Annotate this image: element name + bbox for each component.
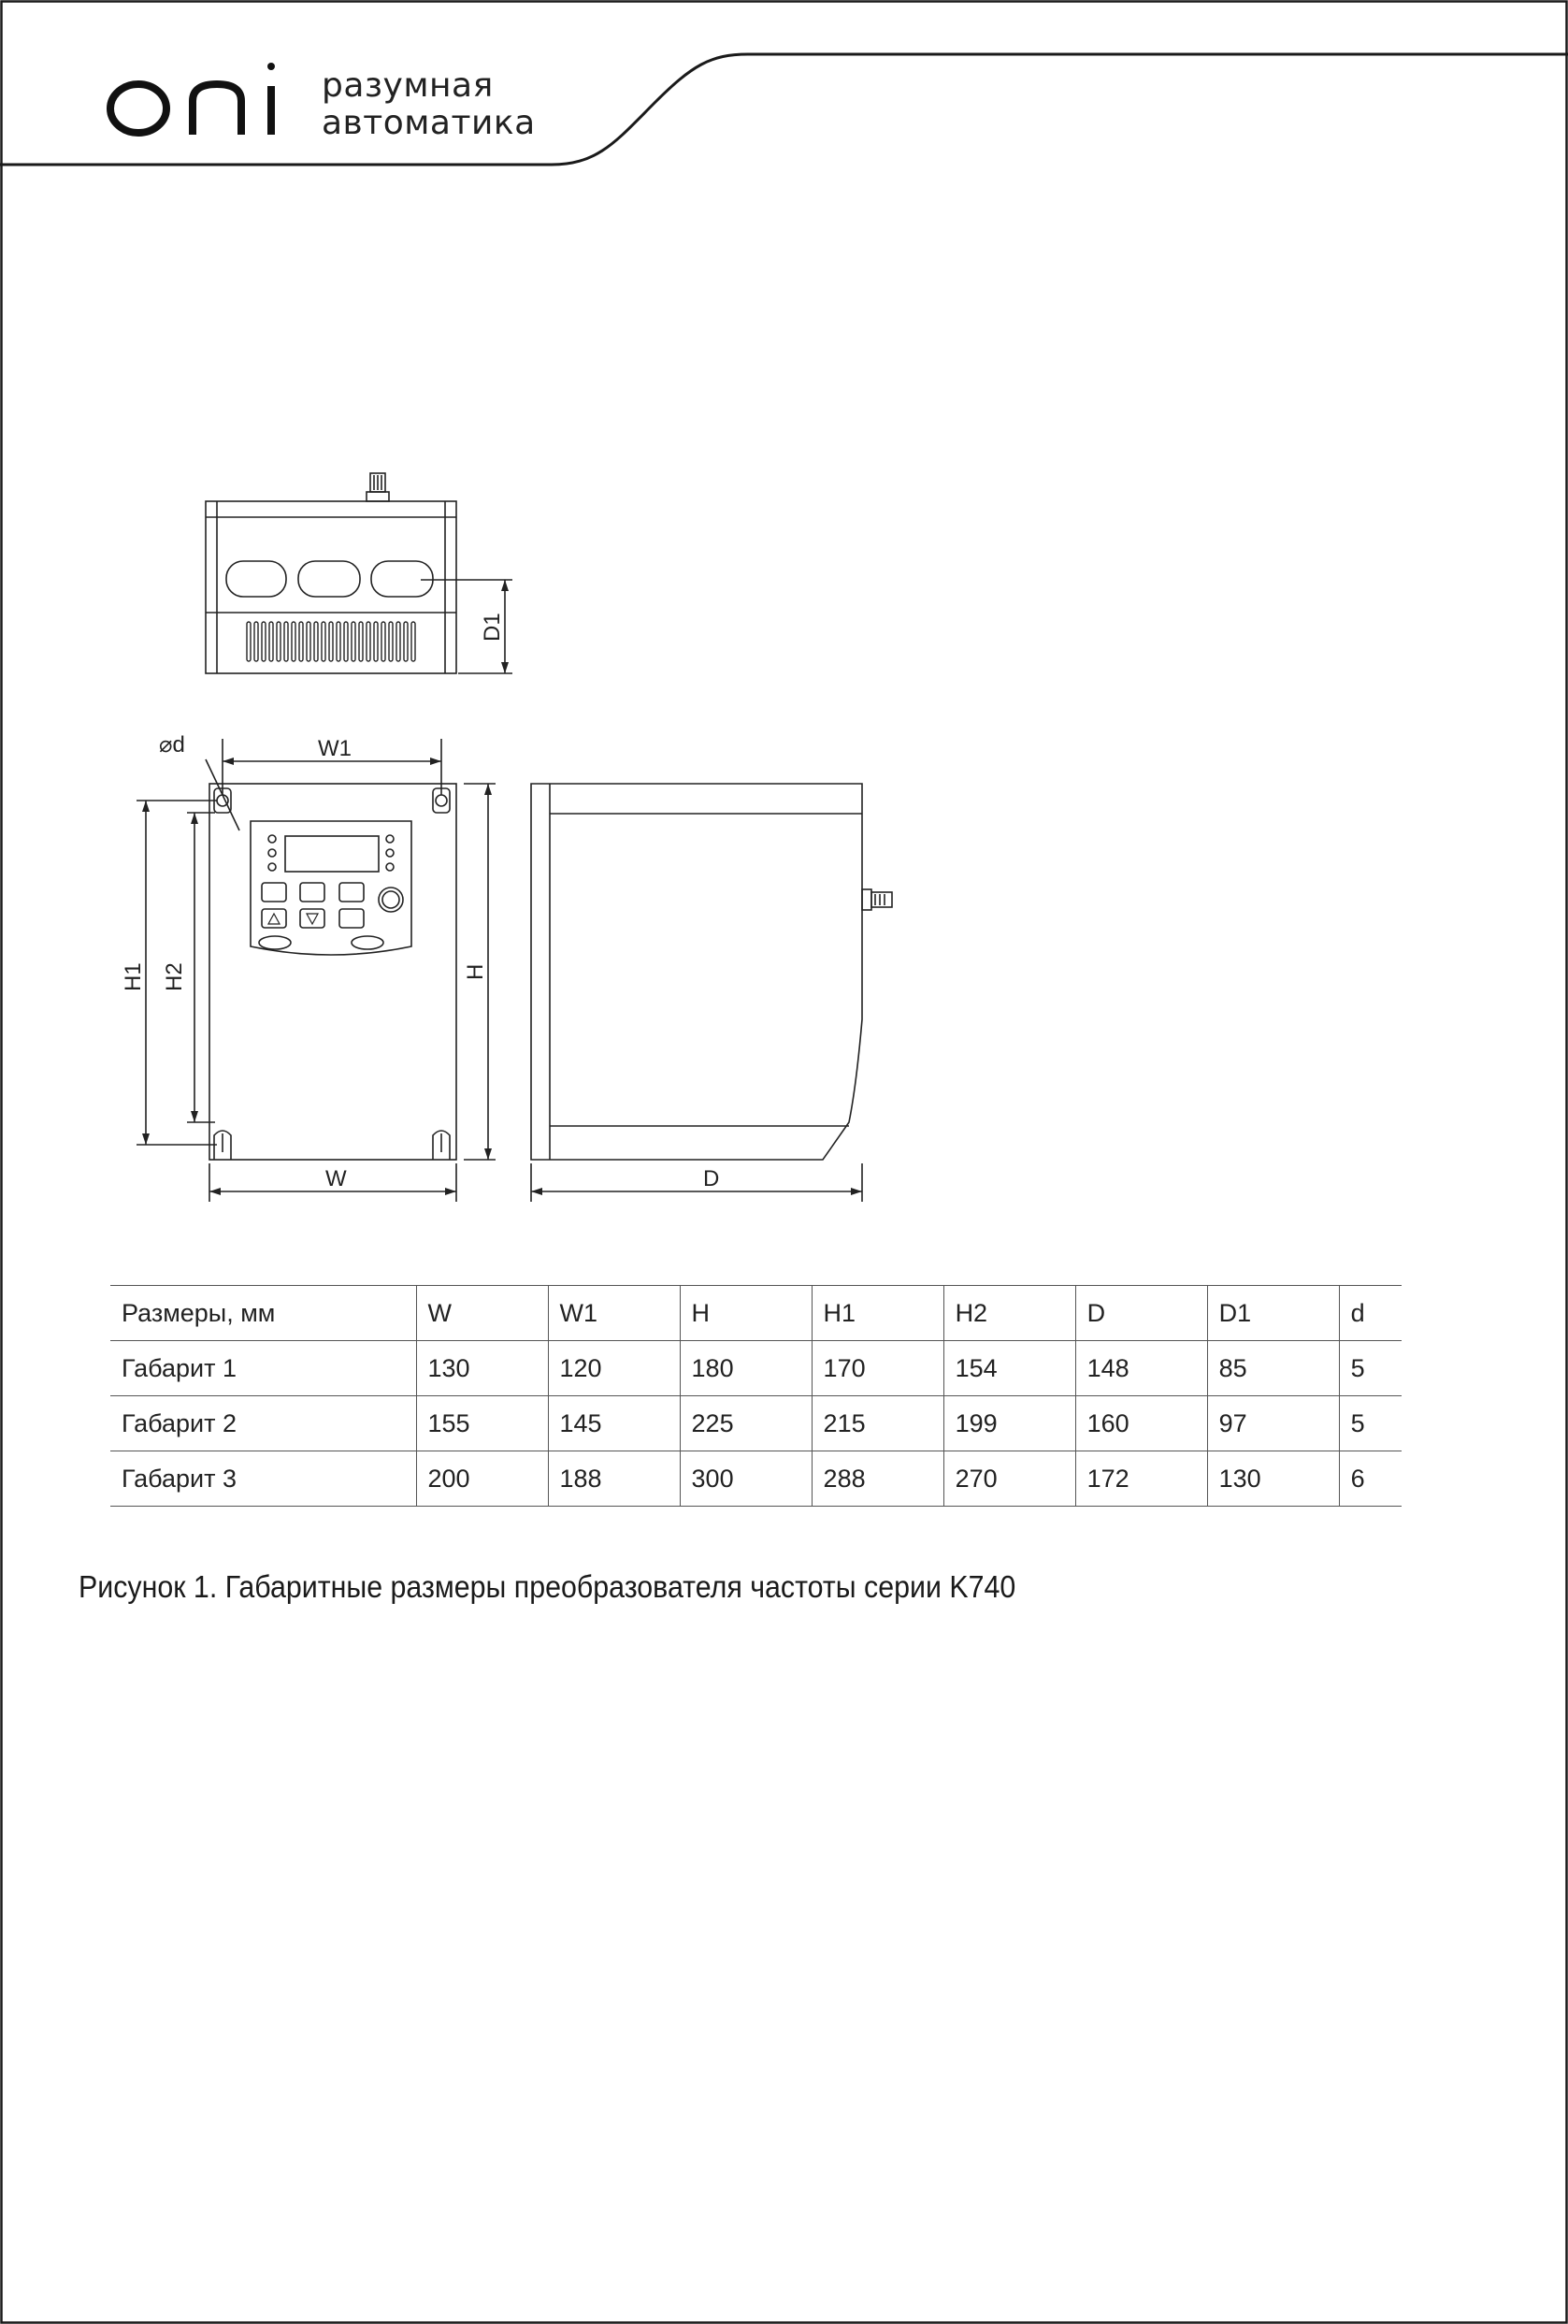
header-cell: Размеры, мм: [110, 1286, 416, 1341]
table-header-row: [110, 1286, 1402, 1341]
table-cell: 215: [812, 1396, 943, 1451]
table-cell: 270: [943, 1451, 1075, 1507]
table-cell: 180: [680, 1341, 812, 1396]
table-cell: 155: [416, 1396, 548, 1451]
table-cell: Габарит 2: [110, 1396, 416, 1451]
table-cell: 288: [812, 1451, 943, 1507]
table-cell: 6: [1339, 1451, 1402, 1507]
label-d: ⌀d: [159, 732, 185, 758]
header-cell: H1: [812, 1286, 943, 1341]
label-h2: H2: [162, 962, 187, 991]
table-cell: 85: [1207, 1341, 1339, 1396]
tagline-line-2: автоматика: [322, 104, 536, 142]
table-cell: 130: [416, 1341, 548, 1396]
tagline-line-1: разумная: [322, 66, 494, 105]
figure-caption: Рисунок 1. Габаритные размеры преобразователя частоты серии K740: [79, 1569, 1016, 1604]
header-cell: W1: [548, 1286, 680, 1341]
label-w: W: [325, 1166, 347, 1191]
label-w1: W1: [318, 736, 352, 761]
side-view: [531, 784, 892, 1202]
table-cell: 188: [548, 1451, 680, 1507]
header-cell: H2: [943, 1286, 1075, 1341]
header-cell: D: [1075, 1286, 1207, 1341]
dimension-drawing: [0, 449, 1568, 1234]
table-cell: 199: [943, 1396, 1075, 1451]
table-cell: 145: [548, 1396, 680, 1451]
dimensions-table: [110, 1285, 1402, 1507]
table-cell: 154: [943, 1341, 1075, 1396]
table-cell: 170: [812, 1341, 943, 1396]
table-cell: 148: [1075, 1341, 1207, 1396]
label-h: H: [463, 963, 488, 980]
header-cell: D1: [1207, 1286, 1339, 1341]
table-cell: 5: [1339, 1341, 1402, 1396]
table-cell: 225: [680, 1396, 812, 1451]
table-cell: 160: [1075, 1396, 1207, 1451]
front-view: [137, 739, 496, 1202]
brand-tagline: [322, 67, 536, 142]
table-cell: 300: [680, 1451, 812, 1507]
table-cell: 172: [1075, 1451, 1207, 1507]
table-row: [110, 1396, 1402, 1451]
table-cell: 97: [1207, 1396, 1339, 1451]
table-cell: 200: [416, 1451, 548, 1507]
table-cell: Габарит 3: [110, 1451, 416, 1507]
table-cell: 5: [1339, 1396, 1402, 1451]
top-view: [206, 473, 512, 673]
table-cell: 120: [548, 1341, 680, 1396]
table-row: [110, 1341, 1402, 1396]
oni-logo: [110, 63, 275, 135]
header-cell: W: [416, 1286, 548, 1341]
table-row: [110, 1451, 1402, 1507]
label-depth: D: [703, 1166, 720, 1191]
header-cell: d: [1339, 1286, 1402, 1341]
label-d1: D1: [480, 613, 505, 642]
label-h1: H1: [121, 962, 146, 991]
header-cell: H: [680, 1286, 812, 1341]
table-cell: 130: [1207, 1451, 1339, 1507]
table-cell: Габарит 1: [110, 1341, 416, 1396]
